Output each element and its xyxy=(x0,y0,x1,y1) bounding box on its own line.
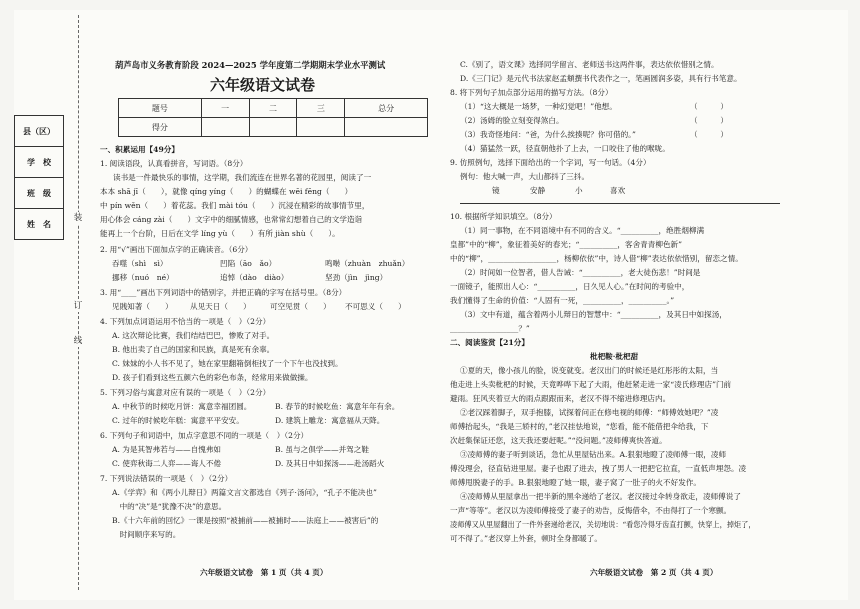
q4-option[interactable]: B. 他出卖了自己的国家和民族，真是死有余辜。 xyxy=(112,345,275,354)
page2-footer: 六年级语文试卷 第 2 页（共 4 页） xyxy=(590,568,718,577)
q4-option[interactable]: A. 这次辩论比赛，我们结结巴巴，惨败了对手。 xyxy=(112,331,275,340)
q10-line[interactable]: __________________？” xyxy=(450,324,530,333)
reading-line: 避雨。狂风夹着豆大的雨点跟跟而来，老汉不得不缩进修理店内。 xyxy=(450,394,671,403)
score-header: 总分 xyxy=(345,99,428,118)
q7-option-d[interactable]: D.《三门记》是元代书法家赵孟頫撰书代表作之一，笔画圆润多姿，具有行书笔意。 xyxy=(460,74,742,83)
q1-line: 本本 shā jī（ ），就像 qíng yíng（ ）的蝴蝶在 wēi fēng（ ） xyxy=(100,187,353,196)
q9-word: 镜 xyxy=(492,186,500,195)
q9-word: 安静 xyxy=(530,186,546,195)
q7-title: 7. 下列说法错误的一项是（ ）（2分） xyxy=(100,474,233,483)
exam-title: 六年级语文试卷 xyxy=(210,76,316,94)
q8-title: 8. 将下列句子加点部分运用的描写方法。（8分） xyxy=(450,88,613,97)
q10-line[interactable]: 皇都”中的“柳”，象征着美好的春光；“__________，客舍青青柳色新” xyxy=(450,240,683,249)
q2-item[interactable]: 追悼（dào diào） xyxy=(220,273,289,282)
q10-line[interactable]: 一面镜子，能照出人心：“__________，日久见人心。”在时间的考验中， xyxy=(450,282,690,291)
reading-line: ①夏的天，像小孩儿的脸，说变就变。老汉出门的时候还是红彤彤的太阳，当 xyxy=(460,366,719,375)
score-table xyxy=(118,98,428,137)
score-header: 二 xyxy=(249,99,297,118)
binding-mark-ding: 订 xyxy=(73,301,83,311)
q2-item[interactable]: 鸣啭（zhuàn zhuǎn） xyxy=(325,259,410,268)
field-name: 姓 名 xyxy=(27,219,51,229)
q5-option[interactable]: A. 中秋节的时候吃月饼：寓意幸福团圆。 xyxy=(112,402,252,411)
q9-answer-line[interactable] xyxy=(460,203,780,204)
score-row-label: 得分 xyxy=(119,118,202,137)
page1-footer: 六年级语文试卷 第 1 页（共 4 页） xyxy=(200,568,328,577)
reading-line: ②老汉踩着脚子，双手抱膝，试探着问正在修电视的师傅：“师傅效她吧？”凌 xyxy=(460,408,719,417)
q3-item[interactable]: 从见天日（ ） xyxy=(190,302,251,311)
score-cell[interactable] xyxy=(297,118,345,137)
q9-title: 9. 仿照例句，选择下面给出的一个字词，写一句话。（4分） xyxy=(450,158,651,167)
q4-option[interactable]: D. 孩子们看到这些五颜六色的彩色布条，经常用来做做操。 xyxy=(112,373,313,382)
q6-title: 6. 下列句子和词语中，加点字意思不同的一项是（ ）（2分） xyxy=(100,431,309,440)
q8-answer-blank[interactable]: （ ） xyxy=(690,102,728,111)
reading-line: ④凌师傅从里屋拿出一把半新的黑伞递给了老汉。老汉接过伞转身欲走，凌师傅说了 xyxy=(460,492,741,501)
q8-item: （2）汤姆的脸立刻变得煞白。 xyxy=(460,116,564,125)
q7-option-c[interactable]: C.《别了，语文课》选择同学留言、老师送书这两件事，表达依依惜别之情。 xyxy=(460,60,719,69)
reading-title: 枇杷鞍·枇杷甜 xyxy=(590,352,639,361)
q10-line[interactable]: （1）同一事物，在不同语境中有不同的含义。“__________，绝胜烟柳满 xyxy=(460,226,705,235)
q5-title: 5. 下列习俗与寓意对应有误的一项是（ ）（2分） xyxy=(100,388,271,397)
q7-option[interactable]: 中的“决”是“犹豫不决”的意思。 xyxy=(112,502,227,511)
q1-line: 用心体会 cáng zài（ ）文字中的细腻情感，也常常幻想着自己的文学造诣 xyxy=(100,215,363,224)
reading-line: 师傅甩脱妻子的手。B.狠狠地瞪了她一眼，妻子窝了一肚子的火不好发作。 xyxy=(450,478,701,487)
reading-line: 傅没理会，径直钻进里屋。妻子也跟了进去，拽了男人一把把它拉直，一直低声埋怨。凌 xyxy=(450,464,747,473)
exam-header: 葫芦岛市义务教育阶段 2024—2025 学年度第二学期期末学业水平测试 xyxy=(115,60,386,70)
reading-line: 他走进上头卖枇杷的时候，天竟哗哗下起了大雨，他赶紧走进一家“凌氏修理店”门前 xyxy=(450,380,732,389)
q6-option[interactable]: C. 使弈秋诲二人弈——诲人不倦 xyxy=(112,459,222,468)
score-cell[interactable] xyxy=(345,118,428,137)
q9-word: 小 xyxy=(575,186,583,195)
q5-option[interactable]: C. 过年的时候吃年糕：寓意平平安安。 xyxy=(112,416,244,425)
q10-line[interactable]: （3）文中有道，蕴含着两小儿辩日的智慧中：“__________，及其日中如探汤， xyxy=(460,310,727,319)
q8-answer-blank[interactable]: （ ） xyxy=(690,116,728,125)
q2-item[interactable]: 吞噬（shì sì） xyxy=(112,259,168,268)
q2-title: 2. 用“√”画出下面加点字的正确读音。（6分） xyxy=(100,245,253,254)
q2-item[interactable]: 挪移（nuó né） xyxy=(112,273,174,282)
score-header: 三 xyxy=(297,99,345,118)
q1-line: 读书是一件最快乐的事情，这学期，我们流连在世界名著的花园里，阅读了一 xyxy=(113,173,372,182)
q2-item[interactable]: 凹陷（āo ǎo） xyxy=(220,259,277,268)
q3-item[interactable]: 可空见贯（ ） xyxy=(270,302,331,311)
q4-option[interactable]: C. 妹妹的小人书不见了，她在家里翻箱倒柜找了一个下午也没找到。 xyxy=(112,359,343,368)
reading-line: 次赶集保证还您，这天我还要赶呢。”“没问题。”凌师傅爽快答道。 xyxy=(450,436,667,445)
q6-option[interactable]: D. 及其日中如探汤——赴汤蹈火 xyxy=(275,459,385,468)
q7-option[interactable]: A.《学弈》和《两小儿辩日》两篇文言文都选自《列子·汤问》，“孔子不能决也” xyxy=(112,488,377,497)
q6-option[interactable]: A. 为是其智弗若与——自愧弗如 xyxy=(112,445,222,454)
q10-title: 10. 根据所学知识填空。（8分） xyxy=(450,212,557,221)
reading-line: ③凌师傅的妻子听到谈话，急忙从里屋钻出来。A.狠狠地瞪了凌师傅一眼，凌师 xyxy=(460,450,727,459)
q4-title: 4. 下列加点词语运用不恰当的一项是（ ）（2分） xyxy=(100,317,271,326)
q5-option[interactable]: D. 建筑上雕龙：寓意福从天降。 xyxy=(275,416,385,425)
q7-option[interactable]: B.《十六年前的回忆》一课是按照“被捕前——被捕时——法庭上——被害后”的 xyxy=(112,516,379,525)
q3-item[interactable]: 见賎知著（ ） xyxy=(112,302,173,311)
q1-title: 1. 阅读语段，认真看拼音，写词语。（8分） xyxy=(100,159,248,168)
q2-item[interactable]: 坚劲（jìn jìng） xyxy=(325,273,388,282)
q5-option[interactable]: B. 春节的时候吃鱼：寓意年年有余。 xyxy=(275,402,400,411)
section1-title: 一、积累运用【49分】 xyxy=(100,145,179,154)
score-cell[interactable] xyxy=(249,118,297,137)
reading-line: 可不得了。”老汉穿上外套，顿时全身都暖了。 xyxy=(450,534,602,543)
reading-line: 一声“等等”。老汉以为凌师傅接受了妻子的劝告，反悔借伞，不由得打了一个寒颤。 xyxy=(450,506,732,515)
q3-item[interactable]: 不可思义（ ） xyxy=(345,302,406,311)
reading-line: 师傅抬起头，“我是三轿村的，”老汉挂怯地说，“您看，能不能借把伞给我，下 xyxy=(450,422,709,431)
field-county: 县（区） xyxy=(15,116,63,147)
q1-line: 中 pín wěn（ ）着花蕊。我们 mài tóu（ ）沉浸在精彩的故事情节里， xyxy=(100,201,370,210)
q9-example: 例句：他大喊一声，大山都抖了三抖。 xyxy=(460,172,590,181)
q1-line: 能再上一个台阶，日后在文学 líng yù（ ）有所 jiàn shù（ ）。 xyxy=(100,229,340,238)
q8-answer-blank[interactable]: （ ） xyxy=(690,130,728,139)
reading-line: 凌师傅又从里屋翻出了一件外套递给老汉，关切地说：“看您冷得牙齿直打颤，快穿上，掉炬了， xyxy=(450,520,756,529)
q10-line[interactable]: 中的“柳”，__________________，杨柳依依”中，诗人借“柳”表达依依惜别，留恋之情。 xyxy=(450,254,743,263)
binding-mark-xian: 线 xyxy=(73,336,83,346)
q3-title: 3. 用“____”画出下列词语中的错别字，并把正确的字写在括号里。（8分） xyxy=(100,288,347,297)
q8-item: （1）“这大概是一场梦，一种幻觉吧！”他想。 xyxy=(460,102,617,111)
field-school: 学 校 xyxy=(15,147,63,178)
score-header: 题号 xyxy=(119,99,202,118)
field-class: 班 级 xyxy=(15,178,63,209)
score-header: 一 xyxy=(201,99,249,118)
binding-mark-zhuang: 装 xyxy=(73,213,83,223)
q8-item: （4）猫猛然一跃，径直朝他扑了上去，一口咬住了他的喉咙。 xyxy=(460,144,670,153)
q10-line[interactable]: （2）时间如一位智者，借人告诫：“__________，老大徒伤悲！”时间是 xyxy=(460,268,701,277)
q7-option[interactable]: 时间顺序来写的。 xyxy=(112,530,181,539)
student-info-box xyxy=(14,115,64,240)
q6-option[interactable]: B. 虽与之俱学——并驾之鞋 xyxy=(275,445,369,454)
q10-line[interactable]: 我们懂得了生命的价值：“人固有一死，__________，__________。” xyxy=(450,296,675,305)
q8-item: （3）我奇怪地问：“爸，为什么挨揍呢？你可借的。” xyxy=(460,130,636,139)
section2-title: 二、阅读鉴赏【21分】 xyxy=(450,338,529,347)
score-cell[interactable] xyxy=(201,118,249,137)
q9-word: 喜欢 xyxy=(610,186,626,195)
